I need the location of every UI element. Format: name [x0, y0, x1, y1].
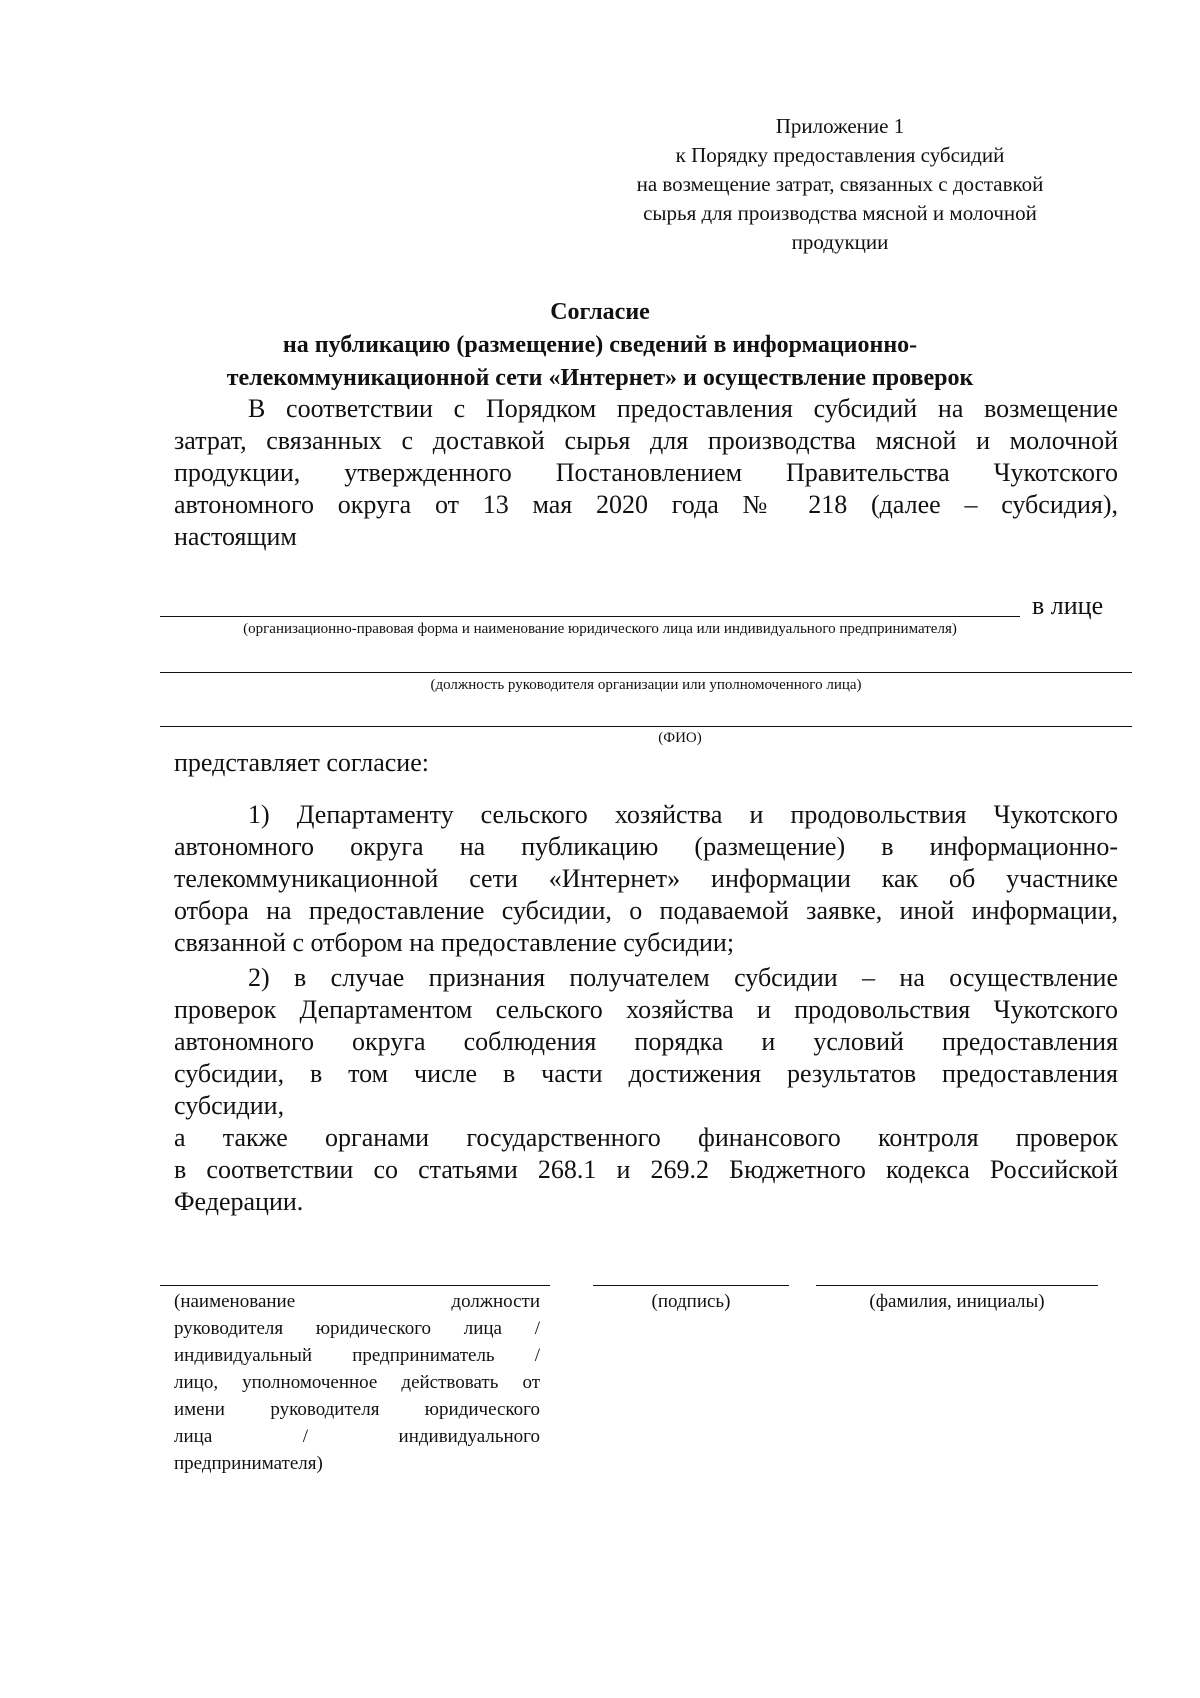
caption-line: лица / индивидуального — [174, 1426, 540, 1447]
position-signature-caption — [174, 1288, 540, 1477]
intro-line: продукции, утвержденного Постановлением Правительства Чукотского — [174, 458, 1118, 487]
appendix-line: на возмещение затрат, связанных с доставкой — [636, 172, 1044, 196]
v-litse-label: в лице — [1032, 591, 1104, 620]
item2-line: субсидии, — [174, 1091, 285, 1120]
item2-line: проверок Департаментом сельского хозяйства и продовольствия Чукотского — [174, 995, 1118, 1024]
item2-line: 2) в случае признания получателем субсидии – на осуществление — [248, 963, 1118, 992]
item1-line: связанной с отбором на предоставление субсидии; — [174, 928, 735, 957]
item2-cont-line: в соответствии со статьями 268.1 и 269.2 Бюджетного кодекса Российской — [174, 1155, 1118, 1184]
title-line: на публикацию (размещение) сведений в информационно- — [282, 332, 918, 358]
name-caption: (фамилия, инициалы) — [869, 1291, 1045, 1312]
item-2 — [174, 962, 1118, 1218]
item1-line: отбора на предоставление субсидии, о подаваемой заявке, иной информации, — [174, 896, 1118, 925]
item-1 — [174, 799, 1118, 959]
item2-cont-line: Федерации. — [174, 1187, 304, 1216]
appendix-line: продукции — [791, 230, 889, 254]
item1-line: автономного округа на публикацию (размещение) в информационно- — [174, 832, 1118, 861]
position-fill-line[interactable] — [160, 672, 1132, 673]
fio-fill-line[interactable] — [160, 726, 1132, 727]
item1-line: телекоммуникационной сети «Интернет» информации как об участнике — [174, 864, 1118, 893]
consent-intro — [174, 747, 1118, 779]
item2-cont-line: а также органами государственного финансового контроля проверок — [174, 1123, 1118, 1152]
item2-line: автономного округа соблюдения порядка и условий предоставления — [174, 1027, 1118, 1056]
appendix-line: к Порядку предоставления субсидий — [675, 143, 1005, 167]
title-line: Согласие — [550, 299, 650, 325]
position-signature-line[interactable] — [160, 1285, 550, 1286]
appendix-line: сырья для производства мясной и молочной — [643, 201, 1037, 225]
intro-line: настоящим — [174, 522, 297, 551]
position-caption: (должность руководителя организации или уполномоченного лица) — [430, 677, 862, 693]
signature-line[interactable] — [593, 1285, 789, 1286]
fio-caption: (ФИО) — [658, 730, 702, 746]
caption-line: предпринимателя) — [174, 1453, 323, 1474]
organization-caption: (организационно-правовая форма и наименование юридического лица или индивидуального предпринимателя) — [243, 621, 957, 637]
intro-line: автономного округа от 13 мая 2020 года № 218 (далее – субсидия), — [174, 490, 1118, 519]
intro-line: В соответствии с Порядком предоставления субсидий на возмещение — [248, 394, 1118, 423]
appendix-line: Приложение 1 — [775, 114, 905, 138]
intro-line: затрат, связанных с доставкой сырья для производства мясной и молочной — [174, 426, 1118, 455]
item1-line: 1) Департаменту сельского хозяйства и продовольствия Чукотского — [248, 800, 1118, 829]
title-line: телекоммуникационной сети «Интернет» и осуществление проверок — [226, 365, 974, 391]
item2-line: субсидии, в том числе в части достижения результатов предоставления — [174, 1059, 1118, 1088]
caption-line: индивидуальный предприниматель / — [174, 1345, 540, 1366]
caption-line: лицо, уполномоченное действовать от — [174, 1372, 540, 1393]
caption-line: имени руководителя юридического — [174, 1399, 540, 1420]
name-signature-line[interactable] — [816, 1285, 1098, 1286]
caption-line: руководителя юридического лица / — [174, 1318, 540, 1339]
consent-intro-text: представляет согласие: — [174, 748, 429, 777]
appendix-header — [600, 112, 1080, 257]
intro-paragraph — [174, 393, 1118, 553]
document-title — [120, 296, 1080, 395]
signature-caption: (подпись) — [651, 1291, 731, 1312]
organization-fill-line[interactable] — [160, 616, 1020, 617]
caption-line: (наименование должности — [174, 1291, 540, 1312]
